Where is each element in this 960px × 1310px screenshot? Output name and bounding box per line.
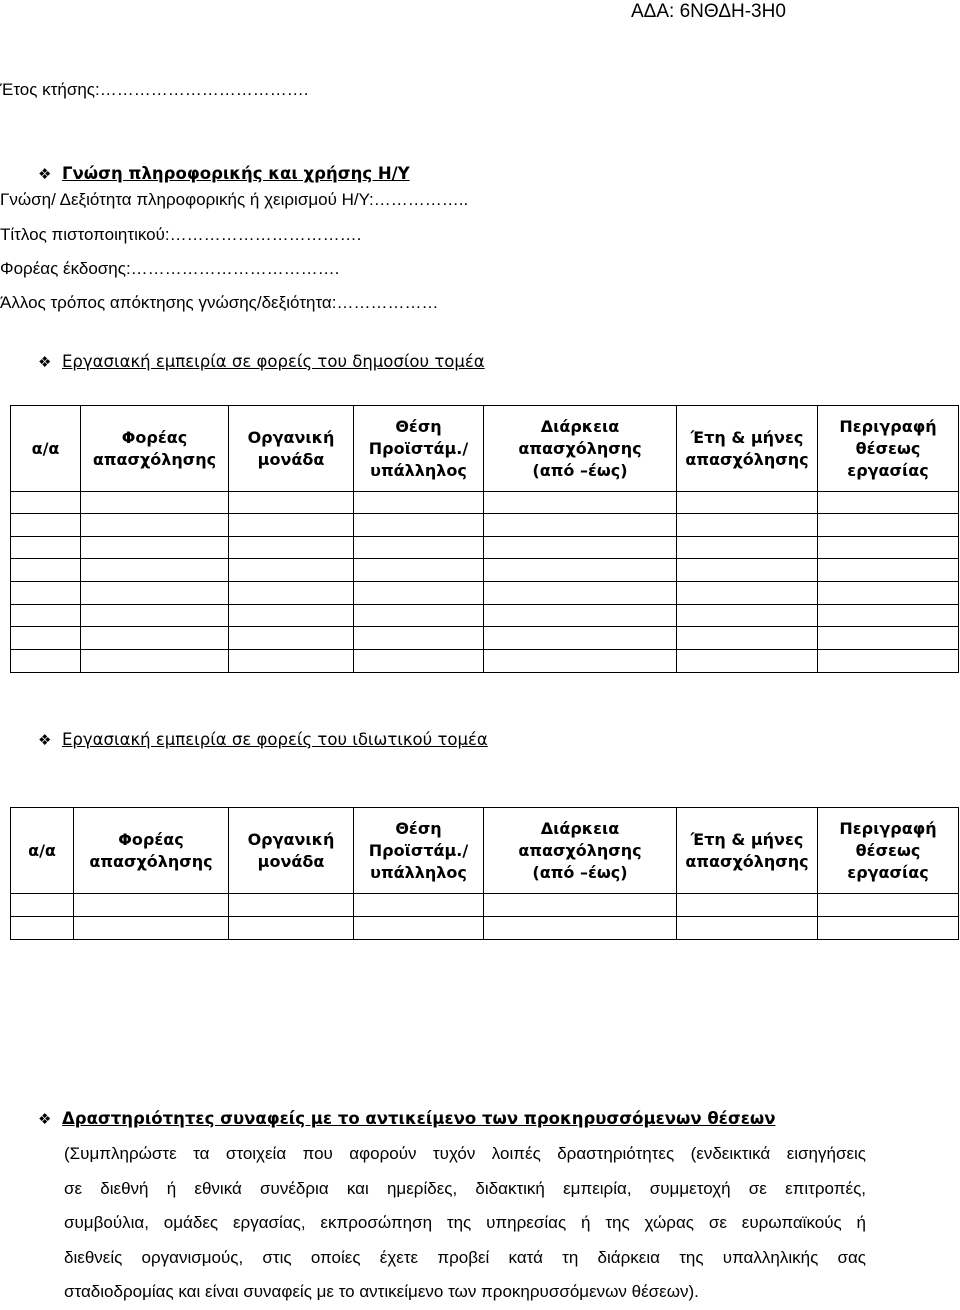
- it-section-heading: [38, 163, 410, 185]
- table-header-row: [11, 808, 959, 894]
- private-sector-table: [10, 807, 959, 940]
- table-row[interactable]: [11, 627, 959, 650]
- table-row[interactable]: [11, 537, 959, 559]
- table-row[interactable]: [11, 559, 959, 582]
- certificate-title-line: Τίτλος πιστοποιητικού:…………………………….: [0, 225, 362, 244]
- paragraph-line: (Συμπληρώστε τα στοιχεία που αφορούν τυχόν λοιπές δραστηριότητες (ενδεικτικά εισηγήσεις: [64, 1144, 866, 1163]
- header-duration: Διάρκεια απασχόλησης (από –έως): [484, 406, 677, 492]
- year-of-acquisition-line: Έτος κτήσης:……………………………….: [0, 80, 309, 99]
- paragraph-line: σε διεθνή ή εθνικά συνέδρια και ημερίδες, διδακτική εμπειρία, συμμετοχή σε επιτροπές,: [64, 1178, 866, 1198]
- it-section-title: Γνώση πληροφορικής και χρήσης Η/Υ: [62, 164, 410, 183]
- header-position: Θέση Προϊστάμ./ υπάλληλος: [354, 808, 484, 894]
- private-sector-title: Εργασιακή εμπειρία σε φορείς του ιδιωτικού τομέα: [62, 730, 488, 749]
- diamond-bullet-icon: ❖: [38, 165, 52, 183]
- header-employer: Φορέας απασχόλησης: [74, 808, 229, 894]
- public-sector-heading: [38, 351, 485, 373]
- table-row[interactable]: [11, 492, 959, 514]
- table-row[interactable]: [11, 917, 959, 940]
- it-skill-line: Γνώση/ Δεξιότητα πληροφορικής ή χειρισμού Η/Υ:……………..: [0, 190, 469, 209]
- activities-heading: [38, 1108, 775, 1130]
- activities-title: Δραστηριότητες συναφείς με το αντικείμενο των προκηρυσσόμενων θέσεων: [62, 1109, 776, 1128]
- header-aa: α/α: [11, 406, 81, 492]
- table-row[interactable]: [11, 514, 959, 537]
- table-row[interactable]: [11, 650, 959, 673]
- header-employer: Φορέας απασχόλησης: [81, 406, 229, 492]
- header-duration: Διάρκεια απασχόλησης (από –έως): [484, 808, 677, 894]
- ada-code: ΑΔΑ: 6ΝΘΔΗ-3Η0: [631, 1, 786, 22]
- public-sector-table: [10, 405, 959, 673]
- table-header-row: [11, 406, 959, 492]
- diamond-bullet-icon: ❖: [38, 353, 52, 371]
- header-aa: α/α: [11, 808, 74, 894]
- diamond-bullet-icon: ❖: [38, 1110, 52, 1128]
- header-years-months: Έτη & μήνες απασχόλησης: [677, 406, 818, 492]
- paragraph-line: συμβούλια, ομάδες εργασίας, εκπροσώπηση της υπηρεσίας ή της χώρας σε ευρωπαϊκούς ή: [64, 1213, 866, 1232]
- other-acquisition-line: Άλλος τρόπος απόκτησης γνώσης/δεξιότητα:………………: [0, 293, 439, 312]
- table-row[interactable]: [11, 605, 959, 627]
- header-position: Θέση Προϊστάμ./ υπάλληλος: [354, 406, 484, 492]
- private-sector-heading: [38, 729, 488, 751]
- paragraph-line: διεθνείς οργανισμούς, στις οποίες έχετε προβεί κατά τη διάρκεια της υπαλληλικής σας: [64, 1247, 866, 1267]
- diamond-bullet-icon: ❖: [38, 731, 52, 749]
- paragraph-line: σταδιοδρομίας και είναι συναφείς με το αντικείμενο των προκηρυσσόμενων θέσεων).: [64, 1282, 699, 1301]
- issuing-body-line: Φορέας έκδοσης:……………………………….: [0, 259, 340, 278]
- table-row[interactable]: [11, 894, 959, 917]
- header-unit: Οργανική μονάδα: [229, 406, 354, 492]
- header-description: Περιγραφή θέσεως εργασίας: [818, 406, 959, 492]
- header-unit: Οργανική μονάδα: [229, 808, 354, 894]
- activities-instructions: [64, 1137, 866, 1310]
- table-row[interactable]: [11, 582, 959, 605]
- header-years-months: Έτη & μήνες απασχόλησης: [677, 808, 818, 894]
- header-description: Περιγραφή θέσεως εργασίας: [818, 808, 959, 894]
- public-sector-title: Εργασιακή εμπειρία σε φορείς του δημοσίου τομέα: [62, 352, 485, 371]
